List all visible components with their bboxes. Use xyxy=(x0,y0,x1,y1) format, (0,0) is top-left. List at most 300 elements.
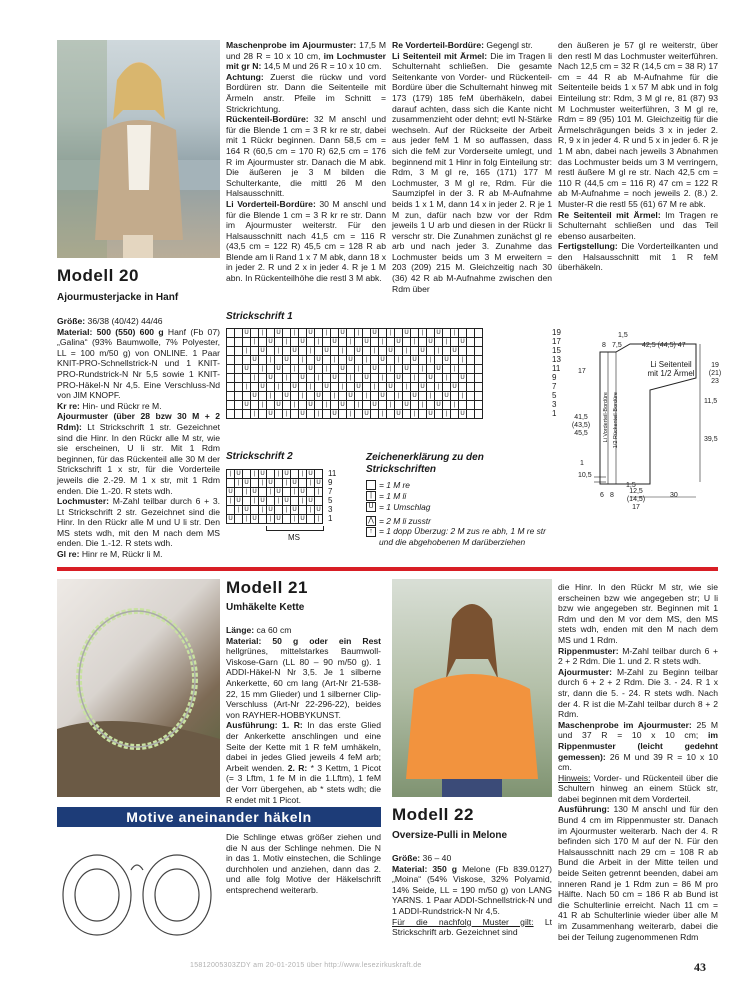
chart-cell xyxy=(323,356,331,365)
chart-cell xyxy=(299,347,307,356)
chart-cell: | xyxy=(251,497,259,506)
purl-symbol-icon: | xyxy=(366,491,376,501)
chart-cell xyxy=(275,506,283,515)
chart-cell: U xyxy=(380,357,385,363)
chart-cell: | xyxy=(283,479,291,488)
chart-cell: | xyxy=(371,347,379,356)
motive-banner: Motive aneinander häkeln xyxy=(57,807,381,827)
chart-cell xyxy=(275,374,283,383)
chart-cell: | xyxy=(347,374,355,383)
chart-cell xyxy=(307,338,315,347)
chart-cell xyxy=(379,383,387,392)
chart-cell xyxy=(283,347,291,356)
chart-cell: | xyxy=(267,392,275,401)
photo-model-20 xyxy=(57,40,220,258)
chart-cell xyxy=(411,401,419,410)
chart-cell xyxy=(227,374,235,383)
gl-re-paragraph: Gl re: Hinr re M, Rückr li M. xyxy=(57,549,163,560)
chart-cell xyxy=(467,365,475,374)
legend-item-p2tog: ⋀ = 2 M li zusstr xyxy=(366,515,566,526)
measure-top-4: 42,5 (44,5) 47 xyxy=(642,342,686,349)
chart-cell: U xyxy=(244,366,249,372)
chart-cell xyxy=(371,392,379,401)
chart-cell xyxy=(403,338,411,347)
chart-cell: | xyxy=(291,488,299,497)
chart-cell xyxy=(227,383,235,392)
chart-cell: | xyxy=(235,506,243,515)
hint-paragraph: Hinweis: Vorder- und Rückenteil über die Schultern hinweg an einem Stück str, dabei beginnen mit dem Vorderteil. xyxy=(558,772,718,804)
measure-top-2: 8 xyxy=(602,342,606,349)
chart-cell: | xyxy=(323,365,331,374)
chart-cell: U xyxy=(364,339,369,345)
chart-cell: U xyxy=(308,471,313,477)
chart-cell xyxy=(475,383,483,392)
chart-cell xyxy=(227,401,235,410)
crochet-motif-diagram xyxy=(57,830,220,960)
chart-cell: U xyxy=(332,339,337,345)
chart-cell xyxy=(435,374,443,383)
chart-cell xyxy=(419,338,427,347)
chart-cell: U xyxy=(244,330,249,336)
chart-cell: | xyxy=(259,329,267,338)
chart-cell xyxy=(267,383,275,392)
chart-cell xyxy=(307,392,315,401)
measure-left-2: 41,5 (43,5) 45,5 xyxy=(571,414,591,437)
chart-cell: | xyxy=(291,329,299,338)
measure-bottom-5: 30 xyxy=(670,492,678,499)
chart-cell xyxy=(275,356,283,365)
measure-right-3: 39,5 xyxy=(704,436,718,443)
chart-cell: U xyxy=(292,480,297,486)
chart-cell xyxy=(259,515,267,524)
chart-cell: | xyxy=(259,365,267,374)
chart-cell xyxy=(227,365,235,374)
chart-cell xyxy=(435,392,443,401)
chart-cell: | xyxy=(307,506,315,515)
chart-cell xyxy=(291,356,299,365)
chart-cell xyxy=(363,347,371,356)
model-21-subtitle: Umhäkelte Kette xyxy=(226,602,305,613)
back-border-paragraph: Rückenteil-Bordüre: 32 M anschl und für die Blende 1 cm = 3 R kr re str, dabei mit 1 Rückr beginnen. Dann 58,5 cm = 164 R (60,5 cm = 170 R) 62,5 cm = 176 R im Ajourmuster str. Danach die M abk. Die äußeren je 3 M bilden die Schulterkante, die mittl 26 M den Halsausschnitt. xyxy=(226,114,386,199)
chart-cell: | xyxy=(235,479,243,488)
chart-cell xyxy=(419,392,427,401)
chart-cell: U xyxy=(348,393,353,399)
chart-cell xyxy=(331,365,339,374)
chart-2-ms-label: MS xyxy=(288,533,300,542)
chart-cell xyxy=(259,410,267,419)
chart-cell: | xyxy=(459,356,467,365)
chart-cell: U xyxy=(444,393,449,399)
chart-cell xyxy=(227,329,235,338)
chart-cell xyxy=(427,383,435,392)
chart-cell xyxy=(227,506,235,515)
chart-cell xyxy=(291,410,299,419)
chart-cell xyxy=(235,515,243,524)
chart-cell xyxy=(227,392,235,401)
chart-cell xyxy=(235,488,243,497)
chart-cell: U xyxy=(396,375,401,381)
chart-cell xyxy=(235,347,243,356)
chart-cell xyxy=(307,356,315,365)
chart-cell xyxy=(363,365,371,374)
photo-model-21 xyxy=(57,579,220,797)
chart-cell: | xyxy=(451,365,459,374)
chart-cell: U xyxy=(244,480,249,486)
kr-re-paragraph: Kr re: Hin- und Rückr re M. xyxy=(57,400,162,411)
chart-cell: | xyxy=(443,338,451,347)
chart-cell: U xyxy=(252,393,257,399)
chart-cell xyxy=(283,365,291,374)
chart-cell xyxy=(467,374,475,383)
chart-cell xyxy=(299,329,307,338)
chart-cell: U xyxy=(292,384,297,390)
row-number: 1 xyxy=(328,514,333,523)
chart-cell: | xyxy=(243,515,251,524)
chart-cell: | xyxy=(299,392,307,401)
chart-cell: U xyxy=(276,366,281,372)
chart-cell: | xyxy=(451,401,459,410)
chart-1-grid xyxy=(226,328,483,419)
rib-pattern-paragraph: Rippenmuster: M-Zahl teilbar durch 6 + 2 + 2 Rdm. Die 1. und 2. R stets wdh. xyxy=(558,645,718,667)
chart-cell xyxy=(283,488,291,497)
chart-cell xyxy=(451,356,459,365)
chart-cell xyxy=(467,401,475,410)
chart-cell xyxy=(323,410,331,419)
chart-cell xyxy=(443,383,451,392)
chart-cell xyxy=(467,329,475,338)
chart-cell: U xyxy=(276,330,281,336)
chart-cell xyxy=(323,392,331,401)
chart-cell xyxy=(315,470,323,479)
chart-cell: | xyxy=(411,410,419,419)
row-number: 1 xyxy=(552,409,557,418)
chart-cell: | xyxy=(267,488,275,497)
schematic-diagram xyxy=(566,332,726,512)
chart-cell: | xyxy=(267,356,275,365)
chart-cell xyxy=(299,383,307,392)
chart-cell xyxy=(411,383,419,392)
legend-list xyxy=(366,479,566,548)
size-paragraph: Größe: 36/38 (40/42) 44/46 xyxy=(57,316,163,326)
chart-cell xyxy=(307,488,315,497)
model-21-title: Modell 21 xyxy=(226,578,308,597)
left-side-panel-paragraph: Li Seitenteil mit Ärmel: Die im Tragen li Schulternaht schließen. Die gesamte Seitenkante von Vorder- und Rückenteil-Bordüre über die Schulternaht hinweg mit 173 (179) 185 feM überhäkeln, dabei darauf achten, dass sich die Kante nicht zusammenzieht oder dehnt; evtl N-Stärke wechseln. Auf der Rückseite der Arbeit aus jeder feM 1 M so auffassen, dass sich die feM zur Vorderseite umlegt, und beginnend mit 1 Hinr in folg Einteilung str: Rdm, 3 M gl re, 165 (171) 177 M Lochmuster, 3 M gl re, Rdm. Für die Saumzipfel in der 3. R ab M-Aufnahme beids 1 x 1 M, dann 14 x in jeder 2. R je 1 M zun, dafür nach bzw vor der Rdm jeweils 1 U arb und diesen in der Rückr li verschr str. Die Zunahmen zunächst gl re arb und nach jeder 3. Zunahme das Lochmuster beids um 3 M erweitern = 203 (209) 215 M. Gleichzeitig nach 30 (36) 42 R ab M-Aufnahme zwischen den Rdm über xyxy=(392,50,552,294)
left-front-border-paragraph: Li Vorderteil-Bordüre: 30 M anschl und für die Blende 1 cm = 3 R kr re str. Dann im Ajourmuster weiterstr. Für den Halsausschnitt nach 41,5 cm = 116 R (43,5 cm = 122 R) 45,5 cm = 128 R ab Blende am li Rand 1 x 7 M abk, dann 18 x in jeder 2. R und 2 x in jeder 4. R je 1 M abn. In Rückenteilhöhe die restl 3 M abk. xyxy=(226,198,386,284)
woman-in-cardigan-illustration xyxy=(57,40,220,258)
chart-cell: | xyxy=(387,401,395,410)
chart-cell xyxy=(251,401,259,410)
chart-cell xyxy=(259,392,267,401)
legend-item-double-decrease: ↑ = 1 dopp Überzug: 2 M zus re abh, 1 M re str und die abgehobenen M darüberziehen xyxy=(366,526,566,548)
chart-cell: | xyxy=(395,356,403,365)
chart-cell: | xyxy=(315,515,323,524)
diagram-label-back-border: 1/2 Rückenteil-Bordüre xyxy=(613,392,619,449)
chart-cell: | xyxy=(307,383,315,392)
chart-cell: U xyxy=(236,498,241,504)
size-22-paragraph: Größe: 36 – 40 xyxy=(392,853,452,863)
chart-cell xyxy=(419,356,427,365)
row-number: 11 xyxy=(552,364,561,373)
chart-cell: U xyxy=(252,357,257,363)
model-20-col2 xyxy=(226,40,386,284)
chart-cell: U xyxy=(396,411,401,417)
chart-cell xyxy=(323,338,331,347)
chart-cell xyxy=(299,479,307,488)
measure-left-1: 17 xyxy=(578,368,586,375)
chart-cell xyxy=(435,338,443,347)
chart-cell: U xyxy=(380,393,385,399)
row-number: 5 xyxy=(552,391,557,400)
chart-cell xyxy=(235,383,243,392)
chart-cell xyxy=(227,410,235,419)
chart-cell: | xyxy=(411,374,419,383)
chart-cell xyxy=(459,401,467,410)
chart-cell xyxy=(243,392,251,401)
chart-cell xyxy=(475,338,483,347)
chart-cell: U xyxy=(268,480,273,486)
measure-bottom-3: 12,5 (14,5) 17 xyxy=(626,488,646,511)
chart-cell xyxy=(443,365,451,374)
chart-cell xyxy=(459,329,467,338)
chart-cell xyxy=(475,365,483,374)
chart-cell xyxy=(275,392,283,401)
chart-cell: | xyxy=(427,392,435,401)
chart-cell xyxy=(283,515,291,524)
measure-left-3: 1 xyxy=(580,460,584,467)
chart-cell xyxy=(267,497,275,506)
chart-1-title: Strickschrift 1 xyxy=(226,311,293,322)
chart-cell xyxy=(459,347,467,356)
chart-cell xyxy=(467,338,475,347)
chart-cell: U xyxy=(404,402,409,408)
chart-cell: U xyxy=(452,384,457,390)
chart-cell xyxy=(291,392,299,401)
chart-cell: | xyxy=(355,401,363,410)
chart-cell: U xyxy=(412,357,417,363)
chart-cell: | xyxy=(283,374,291,383)
chart-cell: | xyxy=(419,365,427,374)
chart-cell: | xyxy=(291,401,299,410)
row-number: 3 xyxy=(552,400,557,409)
chart-cell: U xyxy=(276,489,281,495)
ajour-paragraph: Ajourmuster (über 28 bzw 30 M + 2 Rdm): Lt Strickschrift 1 str. Gezeichnet sind die Hinr. In den Rückr alle M str, wie sie erscheinen, U li str. Mit 1 Rdm beginnen, für das Rückenteil alle 30 M der Strickschrift 1 x str, für die Vorderteile jeweils die 2.-29. M 1 x str, mit 1 Rdm enden. Die 1.-20. R stets wdh. xyxy=(57,411,220,496)
chart-cell xyxy=(307,515,315,524)
chart-cell xyxy=(227,347,235,356)
chart-cell: | xyxy=(443,374,451,383)
chart-cell: | xyxy=(355,329,363,338)
chart-cell xyxy=(339,356,347,365)
chart-cell: | xyxy=(339,347,347,356)
chart-cell: | xyxy=(227,470,235,479)
chart-cell: | xyxy=(315,410,323,419)
chart-cell xyxy=(387,392,395,401)
chart-cell xyxy=(467,392,475,401)
chart-cell: | xyxy=(363,356,371,365)
chart-cell: U xyxy=(412,393,417,399)
chart-cell xyxy=(291,470,299,479)
chart-cell: U xyxy=(340,366,345,372)
chart-cell xyxy=(235,329,243,338)
p2tog-symbol-icon: ⋀ xyxy=(366,516,376,526)
crochet-chain-illustration xyxy=(57,830,220,960)
measure-right-1: 19 (21) 23 xyxy=(708,362,722,385)
yarn-over-symbol-icon: U xyxy=(366,502,376,512)
chart-cell: | xyxy=(323,401,331,410)
chart-cell xyxy=(315,497,323,506)
double-decrease-symbol-icon: ↑ xyxy=(366,527,376,537)
chart-cell xyxy=(347,329,355,338)
chart-cell xyxy=(227,356,235,365)
chart-cell xyxy=(235,338,243,347)
chart-cell: | xyxy=(435,383,443,392)
model-22-title: Modell 22 xyxy=(392,805,474,824)
chart-cell xyxy=(411,329,419,338)
measure-top-3: 7,5 xyxy=(612,342,622,349)
chart-2-grid xyxy=(226,469,323,524)
chart-2-title: Strickschrift 2 xyxy=(226,451,293,462)
chart-cell xyxy=(235,410,243,419)
chart-cell: | xyxy=(323,329,331,338)
chart-cell xyxy=(227,338,235,347)
chart-cell: | xyxy=(443,410,451,419)
lochmuster-paragraph: Lochmuster: M-Zahl teilbar durch 6 + 3. Lt Strickschrift 2 str. Gezeichnet sind die Hinr. In den Rückr alle M und U li str. Den MS stets wdh, mit den M nach dem MS enden. Die 1.-12. R stets wdh. xyxy=(57,496,220,549)
chart-cell xyxy=(251,329,259,338)
chart-cell xyxy=(395,365,403,374)
chart-cell xyxy=(323,374,331,383)
material-21-paragraph: Material: 50 g oder ein Rest hellgrünes, mittelstarkes Baumwoll-Viskose-Garn (LL 80 – 90 m/50 g). 1 ADDI-Häkel-N Nr 3,5. Je 1 silberne Ankerkette, 60 cm lang (Art-Nr 21-538-22, 15 mm Glieder) und 1 silberner Clip-Verschluss (Art-Nr 22-296-22), beides von RAYHER-HOBBYKUNST. xyxy=(226,635,381,720)
chart-cell xyxy=(355,410,363,419)
chart-cell xyxy=(267,401,275,410)
chart-cell xyxy=(291,497,299,506)
length-paragraph: Länge: ca 60 cm xyxy=(226,625,292,635)
chart-2-ms-bracket xyxy=(266,526,324,531)
chart-cell: U xyxy=(356,384,361,390)
chart-cell xyxy=(275,410,283,419)
chart-cell xyxy=(299,365,307,374)
chart-cell: | xyxy=(379,374,387,383)
measure-bottom-4: 1,5 xyxy=(626,482,636,489)
chart-cell: U xyxy=(324,384,329,390)
chart-cell: U xyxy=(308,402,313,408)
watermark: 15812005303ZDY am 20-01-2015 über http://www.lesezirkuskraft.de xyxy=(190,962,422,969)
model-22-text-left xyxy=(392,853,552,938)
chart-cell: U xyxy=(308,330,313,336)
measure-left-4: 10,5 xyxy=(578,472,592,479)
chart-cell: U xyxy=(444,357,449,363)
chart-cell xyxy=(267,470,275,479)
chart-cell: | xyxy=(451,329,459,338)
chart-cell: U xyxy=(300,375,305,381)
chart-cell: U xyxy=(244,507,249,513)
chart-cell xyxy=(363,329,371,338)
chart-cell xyxy=(443,401,451,410)
right-front-border-paragraph: Re Vorderteil-Bordüre: Gegengl str. xyxy=(392,40,533,50)
chart-cell xyxy=(467,383,475,392)
pattern-continuation-paragraph: die Hinr. In den Rückr M str, wie sie erscheinen bzw wie angegeben str; U li bzw wie angegeben str. Beginnen mit 1 Rdm und den M vor dem MS, den MS stets wdh, enden mit den M nach dem MS und 1 Rdm. xyxy=(558,582,718,645)
chart-cell: | xyxy=(251,410,259,419)
chart-cell: U xyxy=(300,411,305,417)
chart-cell: U xyxy=(268,507,273,513)
chart-cell xyxy=(259,374,267,383)
material-22-paragraph: Material: 350 g Melone (Fb 839.0127) „Moina“ (54% Viskose, 32% Polyamid, 14% Seide, LL = 190 m/50 g) von LANG YARNS. 1 Paar ADDI-Schnellstrick-N und 1 ADDI-Rundstrick-N Nr 4,5. xyxy=(392,863,552,916)
chart-cell: | xyxy=(363,392,371,401)
chart-cell: U xyxy=(316,480,321,486)
diagram-label-front-border: Li Vorderteil-Bordüre xyxy=(603,392,609,443)
chart-cell: U xyxy=(404,330,409,336)
chart-cell: | xyxy=(403,347,411,356)
chart-cell: U xyxy=(404,366,409,372)
chart-cell: | xyxy=(307,479,315,488)
knit-symbol-icon xyxy=(366,480,376,490)
chart-cell xyxy=(243,497,251,506)
chart-cell: U xyxy=(268,339,273,345)
chart-cell xyxy=(339,410,347,419)
chart-cell: U xyxy=(316,357,321,363)
chart-cell xyxy=(403,392,411,401)
chart-cell: U xyxy=(284,357,289,363)
chart-cell: | xyxy=(347,338,355,347)
row-number: 19 xyxy=(552,328,561,337)
chart-cell: | xyxy=(275,383,283,392)
chart-cell: U xyxy=(300,489,305,495)
chart-cell xyxy=(339,374,347,383)
chart-cell: U xyxy=(284,393,289,399)
chart-cell: U xyxy=(364,375,369,381)
chart-cell: | xyxy=(275,497,283,506)
chart-cell xyxy=(299,506,307,515)
chart-cell xyxy=(475,392,483,401)
chart-cell: | xyxy=(395,392,403,401)
model-20-col3 xyxy=(392,40,552,294)
chart-cell xyxy=(347,365,355,374)
chart-cell: | xyxy=(267,515,275,524)
chart-cell: U xyxy=(420,384,425,390)
chart-cell xyxy=(363,401,371,410)
model-21-text xyxy=(226,625,381,805)
chart-cell xyxy=(363,383,371,392)
row-number: 11 xyxy=(328,469,337,478)
chart-cell xyxy=(475,374,483,383)
chart-cell: U xyxy=(316,393,321,399)
chart-cell: U xyxy=(284,471,289,477)
chart-cell xyxy=(315,365,323,374)
chart-cell: U xyxy=(292,507,297,513)
chart-cell: | xyxy=(331,356,339,365)
chart-cell: | xyxy=(251,338,259,347)
model-22-subtitle: Oversize-Pulli in Melone xyxy=(392,830,508,841)
model-22-text-right xyxy=(558,582,718,942)
chart-cell xyxy=(419,410,427,419)
chart-cell: | xyxy=(419,401,427,410)
continuation-paragraph: den äußeren je 57 gl re weiterstr, über den restl M das Lochmuster weiterführen. Nach 12,5 cm = 32 R (14,5 cm = 38 R) 17 cm = 44 R ab M-Aufnahme für die Seitenteile beids 1 x 57 M abk und in folg Einteilung str: Rdm, 3 M gl re, 81 (87) 93 M Lochmuster weiterführen, 3 M gl re, Rdm = 89 (95) 101 M. Gleichzeitig für die Ärmelschrägungen beids 3 x in jeder 2. R, 9 x in jeder 4. R und 5 x in jeder 6. R je 1 M abn, dabei nach jeweils 3 Abnahmen das Lochmuster beids um 3 M verringern, restl äußere M gl re str. Nach 42,5 cm = 110 R (44,5 cm = 116 R) 47 cm = 122 R ab M-Aufnahme = noch jeweils 2. (8.) 2. Muster-R die restl 55 (61) 67 M re abk. xyxy=(558,40,718,209)
chart-cell: | xyxy=(243,347,251,356)
row-number: 9 xyxy=(328,478,333,487)
chart-cell: U xyxy=(260,471,265,477)
chart-cell xyxy=(251,365,259,374)
page-number: 43 xyxy=(694,960,706,974)
chart-cell xyxy=(283,383,291,392)
row-number: 17 xyxy=(552,337,561,346)
chart-cell: U xyxy=(236,471,241,477)
chart-cell xyxy=(331,347,339,356)
chart-cell: | xyxy=(251,374,259,383)
chart-cell xyxy=(259,356,267,365)
chart-cell xyxy=(283,401,291,410)
chart-cell xyxy=(395,329,403,338)
execution-22-paragraph: Ausführung: 130 M anschl und für den Bund 4 cm im Rippenmuster str. Danach im Ajourmuster weiterarb. Nach der 4. R befinden sich 170 M auf der N. Für den Halsausschnitt nach 29 cm = 108 R ab Bund die Arbeit in der Mitte teilen und beide Seiten getrennt beenden, dabei am inneren Rand je 1 Rdm zun = 86 M pro Hälfte. Nach 50 cm = 186 R ab Bund ist die Schulterlinie erreicht. Nach 11 cm = 41 R ab Schulterlinie wieder über alle M im Zusammenhang weiterarb, dabei die bei der Teilung zugenommenen Rdm xyxy=(558,804,718,942)
chart-cell xyxy=(227,479,235,488)
chart-2-row-numbers xyxy=(328,469,336,523)
